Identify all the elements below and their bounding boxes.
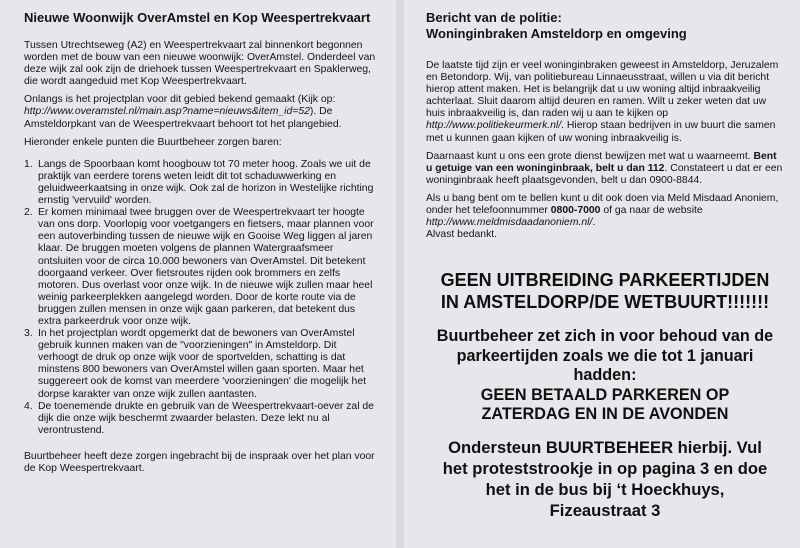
parking-statement-line1: Buurtbeheer zet zich in voor behoud van de [436, 327, 774, 346]
politiekeurmerk-link[interactable]: http://www.politiekeurmerk.nl/ [426, 120, 562, 132]
article-title: Nieuwe Woonwijk OverAmstel en Kop Weespertrekvaart [24, 10, 371, 25]
list-item [24, 207, 378, 328]
list-text: Er komen minimaal twee bruggen over de Weespertrekvaart ter hoogte van ons dorp. Voorlopig voor voetgangers en fietsers, maar plannen voor een autoverbinding tussen de nieuwe wijk en Gooise Weg liggen al jaren klaar. De bruggen moeten volgens de plannen Watergraafsmeer ontsluiten voor de circa 10.000 bewoners van OverAmstel. Dit betekent doorgaand verkeer. Over fietsroutes rijden ook brommers en zelfs motoren. Dus overlast voor onze wijk. In de nieuwe wijk zullen maar heel weinig parkeerplekken aangelegd worden. Door de korte route via de bruggen zullen mensen in onze wijk gaan parkeren, dat betekent dus extra parkeerdruk voor onze wijk. [38, 207, 374, 327]
parking-statement-line4: ZATERDAG EN IN DE AVONDEN [481, 405, 729, 424]
police-p3-mid: of ga naar de website [600, 205, 703, 217]
police-p3-text: Als u bang bent om te bellen kunt u dit ook doen via Meld Misdaad Anoniem, onder het telefoonnummer [426, 192, 779, 217]
police-notice-title [426, 10, 784, 42]
list-text: De toenemende drukte en gebruik van de Weespertrekvaart-oever zal de dijk die onze wijk beschermt zwaarder belasten. Deze lekt nu al verontrustend. [38, 400, 374, 436]
list-number: 1. [24, 158, 33, 170]
support-call-line2: het proteststrookje in op pagina 3 en doe [442, 458, 768, 478]
points-intro: Hieronder enkele punten die Buurtbeheer zorgen baren: [24, 136, 282, 148]
list-item [24, 328, 378, 401]
police-p2-tail: . Constateert u dat er een woninginbraak heeft plaatsgevonden, belt u dan 0900-8844. [426, 162, 783, 186]
parking-headline-line1: GEEN UITBREIDING PARKEERTIJDEN [440, 270, 770, 291]
plan-text-before: Onlangs is het projectplan voor dit gebied bekend gemaakt (Kijk op: [24, 94, 336, 106]
police-p1-text: De laatste tijd zijn er veel woninginbraken geweest in Amsteldorp, Jeruzalem en Betondorp. Wij, van politiebureau Linnaeusstraat, willen u via dit bericht hierop attent maken. Het is belangrijk dat u uw woning altijd inbraakveilig achterlaat. Sluit daarom altijd deuren en ramen. Wilt u zeker weten dat uw huis inbraakveilig is, dan raden wij u aan te kijken op [426, 60, 779, 120]
list-number: 2. [24, 207, 33, 219]
list-item [24, 401, 378, 437]
concern-list [24, 159, 378, 437]
anonymous-phone-number: 0800-7000 [550, 205, 601, 217]
parking-headline-line2: IN AMSTELDORP/DE WETBUURT!!!!!!! [440, 292, 770, 313]
parking-statement-line2: parkeertijden zoals we die tot 1 januari hadden: [456, 346, 754, 385]
list-text: Langs de Spoorbaan komt hoogbouw tot 70 meter hoog. Zoals we uit de praktijk van eerdere torens weten leidt dit tot schaduwwerking en geluidweerkaatsing in onze wijk. Ook zal de horizon in Westelijke richting ernstig 'vervuild' worden. [38, 158, 374, 207]
plan-text-after: ). De Amsteldorpkant van de Weespertrekvaart behoort tot het plangebied. [24, 106, 342, 130]
support-call [426, 437, 784, 521]
list-text: In het projectplan wordt opgemerkt dat de bewoners van OverAmstel gebruik kunnen maken van de "voorzieningen" in Amsteldorp. Dit verhoogt de druk op onze wijk voor de sportvelden, schatting is dat minstens 800 bewoners van OverAmstel willen gaan sporten. Maar het suggereert ook de komst van meerdere 'voorzieningen' die mogelijk het dorpse karakter van onze wijk zullen aantasten. [38, 328, 366, 400]
list-item [24, 159, 378, 207]
police-title-line2: Woninginbraken Amsteldorp en omgeving [426, 26, 687, 41]
parking-statement-line3: GEEN BETAALD PARKEREN OP [480, 385, 730, 404]
closing-paragraph: Buurtbeheer heeft deze zorgen ingebracht bij de inspraak over het plan voor de Kop Weespertrekvaart. [24, 450, 375, 474]
right-page [404, 0, 800, 548]
list-number: 3. [24, 328, 33, 340]
police-p2-text: Daarnaast kunt u ons een grote dienst bewijzen met wat u waarneemt. [426, 150, 754, 162]
parking-headline [426, 269, 784, 313]
support-call-line1: Ondersteun BUURTBEHEER hierbij. Vul [448, 437, 762, 457]
plan-link[interactable]: http://www.overamstel.nl/main.asp?name=nieuws&item_id=52 [24, 106, 310, 118]
left-page [0, 0, 396, 548]
police-paragraph-2 [426, 151, 784, 187]
page-gutter [396, 0, 404, 548]
police-paragraph-1 [426, 60, 784, 145]
meldmisdaad-link[interactable]: http://www.meldmisdaadanoniem.nl/ [426, 217, 593, 229]
plan-paragraph [24, 94, 378, 130]
intro-paragraph: Tussen Utrechtseweg (A2) en Weespertrekvaart zal binnenkort begonnen worden met de bouw van een nieuwe woonwijk: OverAmstel. Onderdeel van deze wijk zal ook zijn de driehoek tussen Weespertrekvaart en Spaklerweg, die wordt aangeduid met Kop Weespertrekvaart. [24, 40, 376, 88]
police-paragraph-3 [426, 193, 784, 241]
parking-statement [426, 327, 784, 425]
police-thanks: Alvast bedankt. [426, 229, 498, 241]
police-p1-tail: . Hierop staan bedrijven in uw buurt die samen met u kunnen gaan kijken of uw woning inbraakveilig is. [426, 120, 776, 144]
support-call-line4: Fizeaustraat 3 [549, 500, 661, 520]
list-number: 4. [24, 400, 33, 412]
police-p2-emphasis: Bent u getuige van een woninginbraak, belt u dan 112 [426, 150, 777, 174]
police-title-line1: Bericht van de politie: [426, 10, 562, 25]
support-call-line3: het in de bus bij ‘t Hoeckhuys, [485, 479, 725, 499]
police-p3-tail: . [592, 217, 596, 229]
